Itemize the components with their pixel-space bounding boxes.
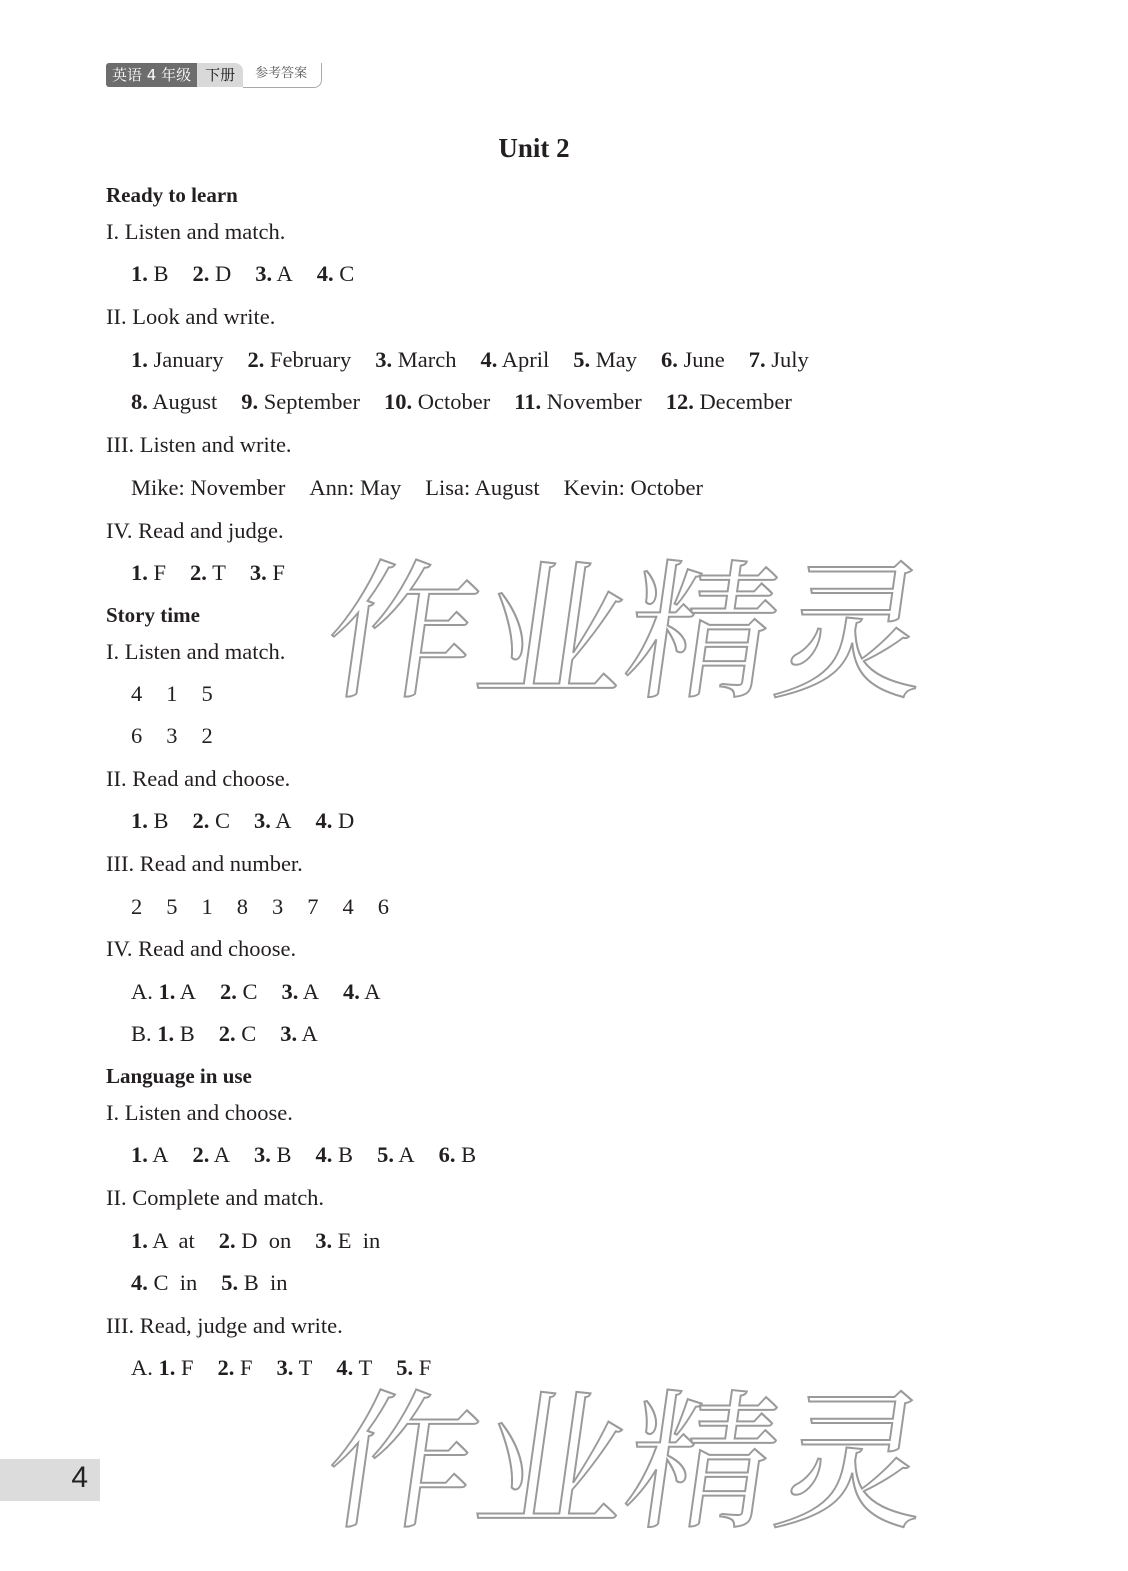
item-number: 2. xyxy=(190,560,207,585)
answer-line xyxy=(131,1140,500,1170)
answer-line xyxy=(131,345,833,375)
item-answer: F xyxy=(413,1355,432,1380)
answer-item xyxy=(131,681,142,706)
item-answer: A xyxy=(297,1021,318,1046)
item-number: 2. xyxy=(218,1228,236,1253)
item-answer: 1 xyxy=(201,894,213,919)
item-answer: September xyxy=(258,389,360,414)
part-label: A. xyxy=(131,1355,159,1380)
item-number: 4. xyxy=(316,261,334,286)
item-number: 1. xyxy=(158,1355,176,1380)
item-answer: C xyxy=(209,808,231,833)
section-heading: Ready to learn xyxy=(106,183,238,207)
answer-line xyxy=(131,679,237,709)
item-number: 3. xyxy=(315,1228,333,1253)
item-answer: 2 xyxy=(131,894,143,919)
item-answer: 3 xyxy=(166,723,178,748)
item-number: 4. xyxy=(343,979,360,1004)
answer-item xyxy=(255,261,293,286)
answer-item xyxy=(131,723,142,748)
page-title: Unit 2 xyxy=(498,133,570,163)
item-answer: A xyxy=(272,261,293,286)
item-number: 1. xyxy=(131,808,148,833)
item-answer: C xyxy=(236,979,258,1004)
watermark-text: 作业精灵 xyxy=(315,545,940,721)
answer-item xyxy=(221,1270,287,1295)
answer-item xyxy=(131,347,223,372)
item-number: 6. xyxy=(660,347,678,372)
answer-item xyxy=(282,979,320,1004)
item-number: 4. xyxy=(480,347,498,372)
question-heading: II. Read and choose. xyxy=(106,766,291,791)
item-answer: T xyxy=(206,560,226,585)
item-answer: 1 xyxy=(166,681,178,706)
item-answer: D xyxy=(332,808,355,833)
item-answer: A xyxy=(147,1142,169,1167)
answer-item xyxy=(193,808,231,833)
question-heading: I. Listen and match. xyxy=(106,219,286,244)
item-number: 2. xyxy=(217,1355,235,1380)
item-number: 7. xyxy=(748,347,766,372)
answer-item xyxy=(564,475,703,500)
item-answer: D on xyxy=(235,1228,292,1253)
item-answer: A xyxy=(298,979,320,1004)
item-answer: 6 xyxy=(131,723,143,748)
watermark-text: 作业精灵 xyxy=(315,1375,940,1551)
answer-line xyxy=(131,259,378,289)
item-answer: December xyxy=(693,389,792,414)
running-header xyxy=(106,63,322,87)
item-answer: 8 xyxy=(236,894,248,919)
item-number: 2. xyxy=(247,347,265,372)
item-answer: F xyxy=(234,1355,253,1380)
question-heading: IV. Read and judge. xyxy=(106,518,284,543)
item-answer: A xyxy=(209,1142,231,1167)
answer-item xyxy=(254,808,292,833)
item-number: 3. xyxy=(375,347,393,372)
question-heading: II. Look and write. xyxy=(106,304,276,329)
answer-item xyxy=(749,347,809,372)
item-number: 2. xyxy=(192,1142,210,1167)
item-number: 3. xyxy=(280,1021,298,1046)
question-heading: I. Listen and match. xyxy=(106,639,286,664)
question-heading: III. Read and number. xyxy=(106,851,303,876)
item-answer: B xyxy=(332,1142,354,1167)
item-number: 10. xyxy=(383,389,413,414)
question-heading: III. Read, judge and write. xyxy=(106,1313,343,1338)
answer-line xyxy=(131,892,413,922)
item-number: 4. xyxy=(336,1355,354,1380)
item-number: 3. xyxy=(254,808,271,833)
answer-item xyxy=(272,894,283,919)
answer-item xyxy=(480,347,549,372)
item-answer: Ann: May xyxy=(309,475,402,500)
item-number: 1. xyxy=(158,979,176,1004)
answer-item xyxy=(131,261,169,286)
answer-item xyxy=(250,560,285,585)
item-answer: January xyxy=(147,347,224,372)
answer-item xyxy=(166,681,177,706)
item-answer: C xyxy=(333,261,355,286)
answer-line xyxy=(131,1226,404,1256)
item-number: 6. xyxy=(438,1142,456,1167)
item-answer: March xyxy=(392,347,457,372)
watermark-bottom xyxy=(315,1375,940,1551)
answer-item xyxy=(220,979,258,1004)
item-answer: 4 xyxy=(342,894,354,919)
answer-item xyxy=(573,347,637,372)
item-number: 2. xyxy=(220,979,237,1004)
answer-item xyxy=(166,723,177,748)
answer-item xyxy=(315,1228,380,1253)
item-answer: F xyxy=(266,560,285,585)
item-answer: Mike: November xyxy=(131,475,286,500)
item-number: 5. xyxy=(377,1142,394,1167)
item-number: 4. xyxy=(131,1270,148,1295)
item-answer: B xyxy=(455,1142,477,1167)
answer-item xyxy=(219,1228,292,1253)
answer-item xyxy=(254,1142,292,1167)
section-label: 参考答案 xyxy=(243,63,322,88)
answer-item xyxy=(131,560,166,585)
answer-item xyxy=(193,1142,231,1167)
item-answer: C xyxy=(235,1021,257,1046)
item-number: 4. xyxy=(315,1142,333,1167)
item-answer: April xyxy=(497,347,550,372)
item-number: 1. xyxy=(131,261,148,286)
item-answer: 2 xyxy=(201,723,213,748)
item-number: 4. xyxy=(315,808,333,833)
answer-item xyxy=(202,723,213,748)
item-answer: T xyxy=(353,1355,373,1380)
item-number: 12. xyxy=(665,389,694,414)
answer-line xyxy=(131,1268,312,1298)
answer-item xyxy=(307,894,318,919)
answer-item xyxy=(131,894,142,919)
item-number: 5. xyxy=(573,347,591,372)
item-answer: A xyxy=(393,1142,415,1167)
answer-item xyxy=(131,979,196,1004)
answer-item xyxy=(425,475,539,500)
answer-item xyxy=(661,347,725,372)
page-number: 4 xyxy=(71,1461,88,1494)
answer-item xyxy=(193,261,232,286)
item-answer: A at xyxy=(147,1228,195,1253)
answer-line xyxy=(131,977,405,1007)
item-number: 1. xyxy=(131,347,148,372)
item-answer: February xyxy=(264,347,352,372)
section-heading: Story time xyxy=(106,603,200,627)
answer-item xyxy=(514,389,641,414)
answer-item xyxy=(131,808,169,833)
answer-line xyxy=(131,806,378,836)
item-answer: B in xyxy=(238,1270,288,1295)
answer-item xyxy=(131,1142,169,1167)
item-answer: C in xyxy=(147,1270,198,1295)
item-answer: 5 xyxy=(166,894,178,919)
answer-item xyxy=(316,1142,354,1167)
answer-item xyxy=(317,261,355,286)
item-answer: B xyxy=(174,1021,195,1046)
answer-item xyxy=(378,894,389,919)
item-answer: B xyxy=(270,1142,292,1167)
answer-item xyxy=(131,1021,195,1046)
item-answer: 3 xyxy=(272,894,284,919)
item-answer: 7 xyxy=(307,894,319,919)
item-number: 1. xyxy=(131,1228,148,1253)
item-number: 5. xyxy=(221,1270,239,1295)
answer-item xyxy=(316,808,355,833)
question-heading: I. Listen and choose. xyxy=(106,1100,293,1125)
item-number: 5. xyxy=(396,1355,414,1380)
answer-item xyxy=(219,1021,257,1046)
answer-item xyxy=(384,389,490,414)
part-label: A. xyxy=(131,979,159,1004)
item-number: 3. xyxy=(249,560,267,585)
item-number: 2. xyxy=(218,1021,236,1046)
item-number: 3. xyxy=(281,979,299,1004)
answer-item xyxy=(131,1270,197,1295)
answer-item xyxy=(439,1142,477,1167)
answer-line xyxy=(131,558,309,588)
answer-item xyxy=(218,1355,253,1380)
answer-item xyxy=(131,1228,195,1253)
item-answer: A xyxy=(175,979,197,1004)
answer-item xyxy=(666,389,792,414)
watermark-top xyxy=(315,545,940,721)
item-answer: B xyxy=(147,261,169,286)
question-heading: II. Complete and match. xyxy=(106,1185,325,1210)
item-number: 2. xyxy=(192,808,210,833)
answer-item xyxy=(131,1355,194,1380)
answer-item xyxy=(375,347,456,372)
subject-label: 英语 4 年级 xyxy=(106,63,197,87)
volume-label: 下册 xyxy=(197,63,243,87)
answer-item xyxy=(131,475,285,500)
item-number: 1. xyxy=(131,1142,148,1167)
answer-line xyxy=(131,387,816,417)
item-number: 3. xyxy=(276,1355,294,1380)
item-answer: 5 xyxy=(201,681,213,706)
answer-line xyxy=(131,1019,342,1049)
item-answer: November xyxy=(541,389,642,414)
answer-item xyxy=(247,347,351,372)
item-number: 1. xyxy=(131,560,148,585)
item-number: 8. xyxy=(131,389,148,414)
section-heading: Language in use xyxy=(106,1064,252,1088)
item-answer: May xyxy=(590,347,637,372)
item-answer: 4 xyxy=(131,681,143,706)
item-answer: D xyxy=(209,261,232,286)
item-answer: F xyxy=(147,560,167,585)
answer-item xyxy=(131,389,217,414)
item-number: 1. xyxy=(157,1021,175,1046)
answer-item xyxy=(202,681,213,706)
item-answer: July xyxy=(765,347,809,372)
item-answer: F xyxy=(175,1355,194,1380)
item-answer: A xyxy=(359,979,381,1004)
item-answer: Kevin: October xyxy=(563,475,703,500)
item-answer: June xyxy=(677,347,725,372)
item-answer: T xyxy=(293,1355,313,1380)
page-number-box xyxy=(0,1459,100,1501)
item-answer: August xyxy=(147,389,218,414)
item-number: 2. xyxy=(192,261,210,286)
answer-item xyxy=(237,894,248,919)
item-number: 9. xyxy=(241,389,259,414)
item-number: 3. xyxy=(254,1142,271,1167)
answer-item xyxy=(202,894,213,919)
item-answer: B xyxy=(147,808,169,833)
answer-item xyxy=(190,560,226,585)
answer-line xyxy=(131,473,727,503)
part-label: B. xyxy=(131,1021,158,1046)
answer-item xyxy=(280,1021,318,1046)
answer-item xyxy=(309,475,401,500)
answer-item xyxy=(241,389,360,414)
answer-item xyxy=(343,894,354,919)
item-answer: A xyxy=(270,808,292,833)
answer-item xyxy=(377,1142,415,1167)
question-heading: IV. Read and choose. xyxy=(106,936,297,961)
item-answer: October xyxy=(412,389,491,414)
answer-item xyxy=(166,894,177,919)
item-number: 3. xyxy=(255,261,273,286)
item-number: 11. xyxy=(514,389,542,414)
item-answer: 6 xyxy=(377,894,389,919)
item-answer: E in xyxy=(332,1228,381,1253)
item-answer: Lisa: August xyxy=(425,475,540,500)
answer-item xyxy=(343,979,381,1004)
question-heading: III. Listen and write. xyxy=(106,432,292,457)
answer-line xyxy=(131,721,237,751)
answer-item xyxy=(277,1355,313,1380)
